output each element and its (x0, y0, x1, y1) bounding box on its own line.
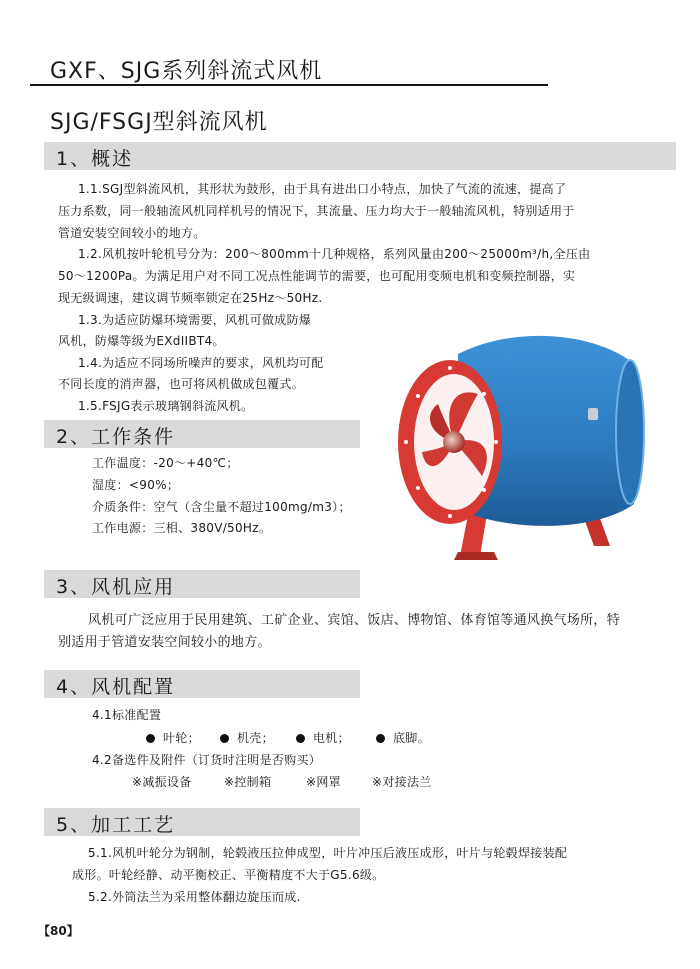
s1-line-2: 压力系数，同一般轴流风机同样机号的情况下，其流量、压力均大于一般轴流风机，特别适用于 (58, 204, 575, 218)
s3-line-2: 别适用于管道安装空间较小的地方。 (58, 635, 271, 650)
section-4-heading: 4、风机配置 (56, 676, 176, 698)
bullet-icon (376, 734, 385, 743)
model-title: SJG/FSGJ型斜流风机 (50, 110, 268, 135)
s4-standard-label: 4.1标准配置 (92, 708, 162, 722)
s1-line-4: 1.2.风机按叶轮机号分为：200～800mm十几种规格，系列风量由200～25000m³/h,全压由 (78, 247, 591, 261)
s1-line-1: 1.1.SGJ型斜流风机，其形状为鼓形，由于具有进出口小特点，加快了气流的流速，提高了 (78, 182, 567, 196)
s1-line-10: 不同长度的消声器，也可将风机做成包覆式。 (58, 377, 305, 391)
s5-line-2: 成形。叶轮经静、动平衡校正、平衡精度不大于G5.6级。 (72, 868, 385, 882)
s4-std-item-3: 电机； (296, 727, 350, 749)
section-2-heading: 2、工作条件 (56, 426, 176, 448)
title-divider (30, 84, 548, 86)
s4-opt-item-1: ※减振设备 (132, 775, 192, 789)
section-1-bar (44, 142, 676, 170)
bullet-icon (146, 734, 155, 743)
bullet-icon (296, 734, 305, 743)
s4-opt-item-4: ※对接法兰 (372, 775, 432, 789)
s2-line-3: 介质条件：空气（含尘量不超过100mg/m3）； (92, 500, 351, 514)
s4-opt-item-2: ※控制箱 (224, 775, 272, 789)
s1-line-5: 50～1200Pa。为满足用户对不同工况点性能调节的需要，也可配用变频电机和变频控制器，实 (58, 269, 576, 283)
section-3-heading: 3、风机应用 (56, 576, 176, 598)
s3-line-1: 风机可广泛应用于民用建筑、工矿企业、宾馆、饭店、博物馆、体育馆等通风换气场所，特 (88, 613, 621, 628)
s4-std-item-4: 底脚。 (376, 727, 430, 749)
s2-line-1: 工作温度：-20～+40℃； (92, 456, 239, 470)
page-number: 【80】 (38, 924, 79, 938)
section-1-heading: 1、概述 (56, 148, 134, 170)
section-5-heading: 5、加工工艺 (56, 814, 176, 836)
fan-image (398, 324, 660, 560)
s4-std-item-2: 机壳； (220, 727, 274, 749)
s1-line-7: 1.3.为适应防爆环境需要，风机可做成防爆 (78, 313, 312, 327)
s4-optional-label: 4.2备选件及附件（订货时注明是否购买） (92, 753, 322, 767)
bullet-icon (220, 734, 229, 743)
s5-line-1: 5.1.风机叶轮分为钢制，轮毂液压拉伸成型，叶片冲压后液压成形，叶片与轮毂焊接装配 (88, 846, 568, 860)
s1-line-3: 管道安装空间较小的地方。 (58, 226, 206, 240)
s2-line-4: 工作电源：三相、380V/50Hz。 (92, 521, 272, 535)
s2-line-2: 湿度：<90%； (92, 478, 180, 492)
s1-line-6: 现无级调速，建议调节频率锁定在25Hz～50Hz. (58, 291, 323, 305)
s1-line-11: 1.5.FSJG表示玻璃钢斜流风机。 (78, 399, 254, 413)
s1-line-9: 1.4.为适应不同场所噪声的要求，风机均可配 (78, 356, 324, 370)
s5-line-3: 5.2.外筒法兰为采用整体翻边旋压而成. (88, 890, 301, 904)
s1-line-8: 风机，防爆等级为EXdIIBT4。 (58, 334, 225, 348)
s4-std-item-1: 叶轮； (146, 727, 200, 749)
series-title: GXF、SJG系列斜流式风机 (50, 59, 323, 84)
s4-opt-item-3: ※网罩 (306, 775, 341, 789)
